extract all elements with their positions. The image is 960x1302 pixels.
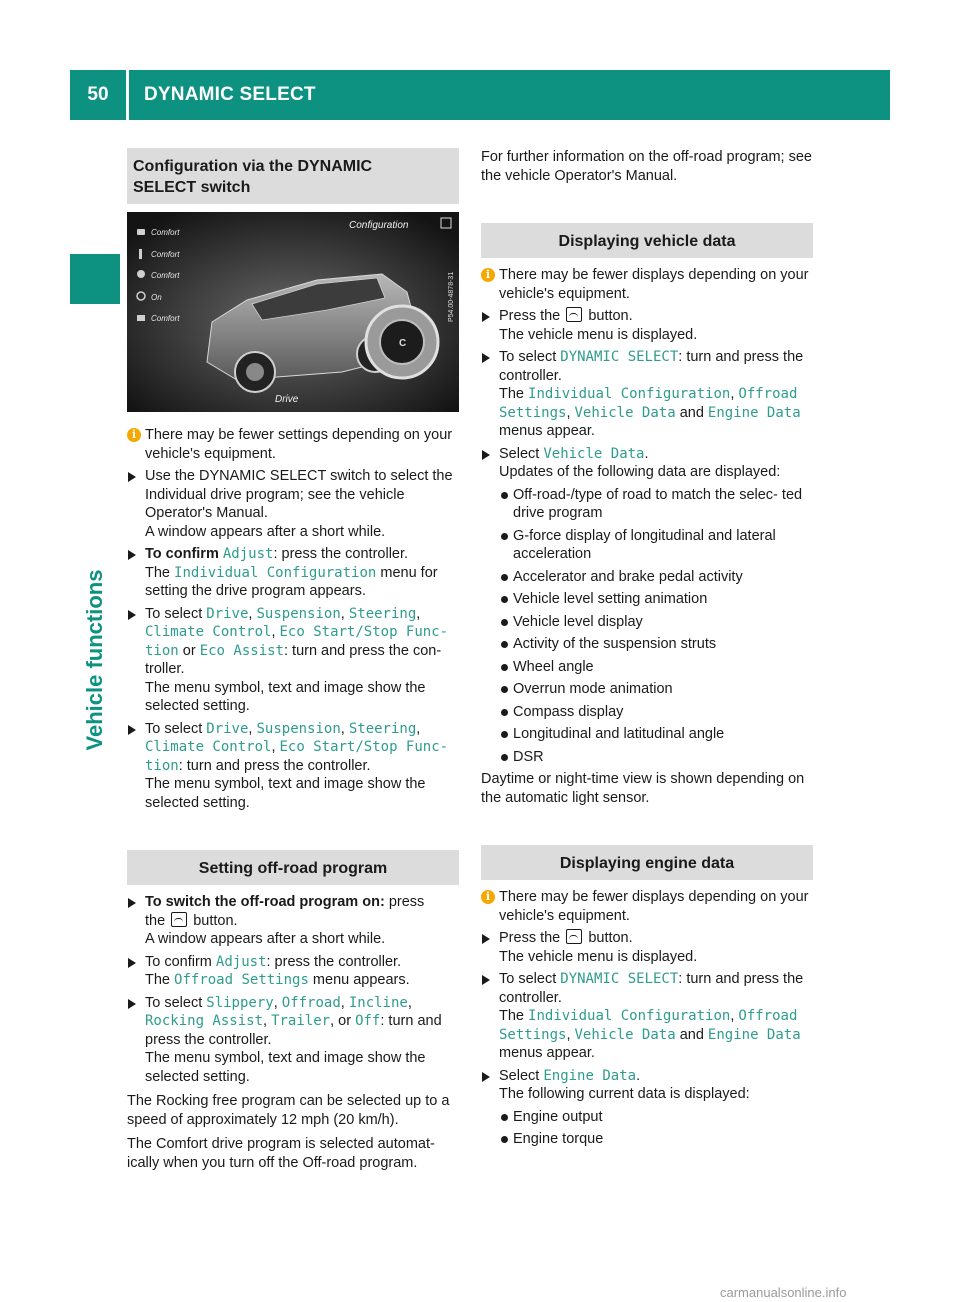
configuration-figure <box>127 212 459 412</box>
info-note: i There may be fewer displays depending on your vehicle's equipment. <box>481 266 813 303</box>
figure-menu-item: Comfort <box>151 314 180 323</box>
info-note: i There may be fewer displays depending on your vehicle's equipment. <box>481 888 813 925</box>
info-icon: i <box>127 428 141 442</box>
figure-menu-item: Comfort <box>151 271 180 280</box>
info-icon: i <box>481 890 495 904</box>
step-arrow-icon <box>482 1072 490 1082</box>
step-arrow-icon <box>128 550 136 560</box>
step-arrow-icon <box>482 450 490 460</box>
header-divider <box>126 70 129 120</box>
page-header <box>70 70 890 120</box>
step: Press the button. The vehicle menu is displayed. <box>481 307 813 344</box>
list-item: Engine output <box>481 1108 813 1127</box>
step-arrow-icon <box>128 898 136 908</box>
step: To select DYNAMIC SELECT: turn and press the controller. The Individual Configuration, Offroad Settings, Vehicle Data and Engine Data menus appear. <box>481 970 813 1063</box>
figure-title: Configuration <box>349 220 409 231</box>
step-arrow-icon <box>128 472 136 482</box>
step: To select DYNAMIC SELECT: turn and press the controller. The Individual Configuration, Offroad Settings, Vehicle Data and Engine Data menus appear. <box>481 348 813 441</box>
configuration-screen-illustration <box>127 212 459 412</box>
car-button-icon <box>566 307 582 322</box>
section-heading-engine-data: Displaying engine data <box>481 845 813 880</box>
step: To select Slippery, Offroad, Incline, Rocking Assist, Trailer, or Off: turn and press the controller. The menu symbol, text and image show the selected setting. <box>127 994 459 1087</box>
side-tab-marker <box>70 254 120 304</box>
chapter-title: DYNAMIC SELECT <box>144 84 316 105</box>
list-item: DSR <box>481 748 813 767</box>
step: To select Drive, Suspension, Steering, Climate Control, Eco Start/Stop Func‐ tion: turn and press the controller. The menu symbol, text and image show the selected setting. <box>127 720 459 813</box>
page-number: 50 <box>87 84 109 105</box>
info-note: i There may be fewer settings depending on your vehicle's equipment. <box>127 426 459 463</box>
vehicle-data-list <box>481 486 813 767</box>
step-arrow-icon <box>482 312 490 322</box>
list-item: Longitudinal and latitudinal angle <box>481 725 813 744</box>
step: To switch the off-road program on: press the button. A window appears after a short while. <box>127 893 459 949</box>
car-button-icon <box>171 912 187 927</box>
paragraph: Daytime or night-time view is shown depending on the automatic light sensor. <box>481 771 805 806</box>
side-chapter-label: Vehicle functions <box>81 569 107 751</box>
step: To select Drive, Suspension, Steering, Climate Control, Eco Start/Stop Func‐ tion or Eco Assist: turn and press the con- troller. The menu symbol, text and image show the selected setting. <box>127 605 459 716</box>
car-button-icon <box>566 929 582 944</box>
paragraph: The Comfort drive program is selected automat- ically when you turn off the Off-road program. <box>127 1136 435 1171</box>
list-item: Accelerator and brake pedal activity <box>481 568 813 587</box>
step: Press the button. The vehicle menu is displayed. <box>481 929 813 966</box>
section-heading-configuration: Configuration via the DYNAMIC SELECT switch <box>127 148 459 204</box>
svg-text:C: C <box>399 338 407 349</box>
left-column <box>127 148 459 1172</box>
watermark-footer: carmanualsonline.info <box>720 1285 847 1300</box>
step-arrow-icon <box>128 999 136 1009</box>
step-arrow-icon <box>482 934 490 944</box>
list-item: Compass display <box>481 703 813 722</box>
figure-menu-item: Comfort <box>151 228 180 237</box>
step: Use the DYNAMIC SELECT switch to select the Individual drive program; see the vehicle Operator's Manual. A window appears after a short while. <box>127 467 459 541</box>
paragraph: For further information on the off-road program; see the vehicle Operator's Manual. <box>481 149 812 184</box>
step-arrow-icon <box>482 353 490 363</box>
list-item: Wheel angle <box>481 658 813 677</box>
step: Select Engine Data. The following current data is displayed: <box>481 1067 813 1104</box>
list-item: G-force display of longitudinal and lateral acceleration <box>481 527 813 564</box>
step: To confirm Adjust: press the controller. The Individual Configuration menu for setting the drive program appears. <box>127 545 459 601</box>
list-item: Engine torque <box>481 1130 813 1149</box>
step-arrow-icon <box>128 610 136 620</box>
paragraph: The Rocking free program can be selected up to a speed of approximately 12 mph (20 km/h). <box>127 1093 450 1128</box>
info-icon: i <box>481 268 495 282</box>
step-arrow-icon <box>128 958 136 968</box>
list-item: Off-road-/type of road to match the selec- ted drive program <box>481 486 813 523</box>
step-arrow-icon <box>128 725 136 735</box>
list-item: Vehicle level display <box>481 613 813 632</box>
figure-code: P54.00-4878-31 <box>448 271 455 322</box>
figure-menu-item: On <box>151 293 162 302</box>
step: Select Vehicle Data. Updates of the following data are displayed: <box>481 445 813 482</box>
list-item: Overrun mode animation <box>481 680 813 699</box>
section-heading-offroad: Setting off-road program <box>127 850 459 885</box>
engine-data-list <box>481 1108 813 1149</box>
section-heading-vehicle-data: Displaying vehicle data <box>481 223 813 258</box>
figure-menu-item: Comfort <box>151 250 180 259</box>
figure-footer-label: Drive <box>275 394 299 405</box>
list-item: Vehicle level setting animation <box>481 590 813 609</box>
right-column <box>481 148 813 1149</box>
step-arrow-icon <box>482 975 490 985</box>
list-item: Activity of the suspension struts <box>481 635 813 654</box>
step: To confirm Adjust: press the controller. The Offroad Settings menu appears. <box>127 953 459 990</box>
